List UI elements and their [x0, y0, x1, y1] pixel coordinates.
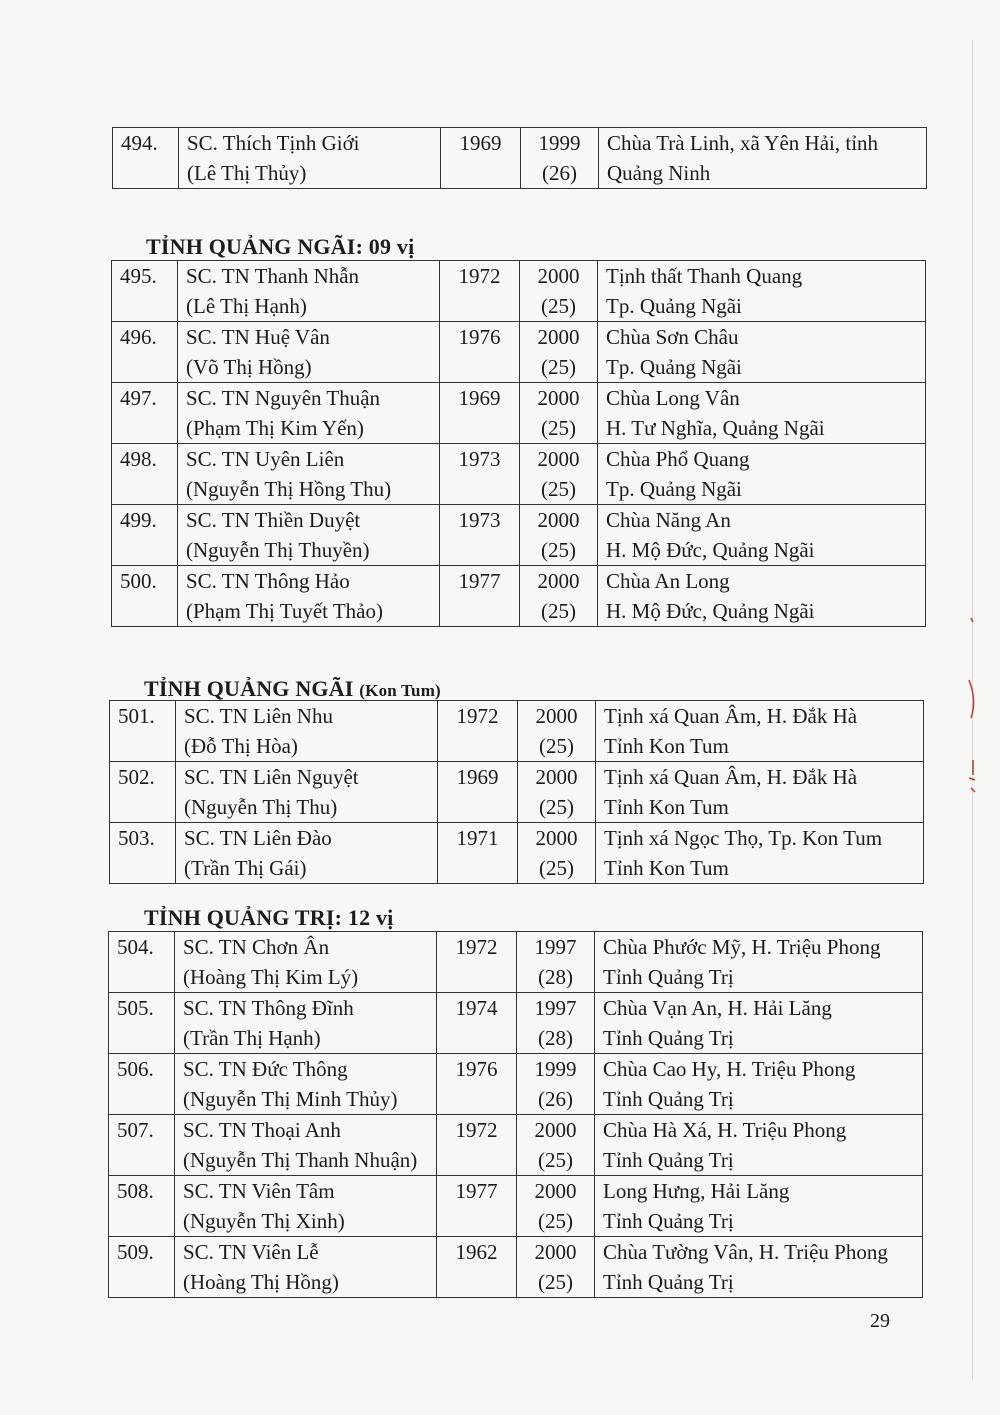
ordination-year-year: 2000 — [534, 1179, 577, 1203]
birth-year-cell — [437, 1176, 517, 1237]
name-cell — [178, 383, 440, 444]
table-row — [109, 1237, 923, 1298]
name-lay-name: (Nguyễn Thị Thuyền) — [186, 538, 370, 562]
name-cell — [178, 566, 440, 627]
address-cell — [598, 566, 926, 627]
birth-year-cell — [440, 444, 520, 505]
name-lay-name: (Lê Thị Hạnh) — [186, 294, 307, 318]
name-lay-name: (Đỗ Thị Hòa) — [184, 734, 298, 758]
name-lay-name: (Nguyễn Thị Thanh Nhuận) — [183, 1148, 418, 1172]
name-lay-name: (Võ Thị Hồng) — [186, 355, 312, 379]
records-table-quang-tri — [108, 931, 923, 1298]
name-name: SC. TN Nguyên Thuận — [186, 386, 381, 410]
name-cell — [176, 762, 438, 823]
record-number-num: 503. — [118, 826, 155, 850]
table-row — [112, 261, 926, 322]
name-cell — [178, 322, 440, 383]
ordination-year-year: 1999 — [534, 1057, 577, 1081]
name-name: SC. Thích Tịnh Giới — [187, 131, 360, 155]
name-lay-name: (Hoàng Thị Kim Lý) — [183, 965, 359, 989]
ordination-year-cell — [517, 1054, 595, 1115]
ordination-year-cell — [518, 762, 596, 823]
record-number-cell — [112, 383, 178, 444]
record-number-num: 507. — [117, 1118, 154, 1142]
table-row — [110, 823, 924, 884]
records-table-kon-tum — [109, 700, 924, 884]
name-cell — [175, 1115, 437, 1176]
ordination-year-age: (25) — [538, 1148, 573, 1172]
birth-year-birth: 1962 — [455, 1240, 498, 1264]
record-number-cell — [110, 701, 176, 762]
birth-year-cell — [441, 128, 521, 189]
record-number-cell — [109, 1054, 175, 1115]
address-addr1: Chùa Năng An — [606, 508, 731, 532]
name-name: SC. TN Viên Tâm — [183, 1179, 335, 1203]
ordination-year-cell — [520, 566, 598, 627]
records-table-continued — [112, 127, 927, 189]
record-number-cell — [109, 993, 175, 1054]
name-name: SC. TN Thanh Nhẫn — [186, 264, 360, 288]
name-lay-name: (Nguyễn Thị Hồng Thu) — [186, 477, 392, 501]
address-cell — [598, 322, 926, 383]
ordination-year-cell — [518, 701, 596, 762]
record-number-cell — [112, 505, 178, 566]
table-row — [112, 566, 926, 627]
birth-year-birth: 1971 — [456, 826, 499, 850]
birth-year-birth: 1972 — [456, 704, 499, 728]
address-addr1: Chùa Phước Mỹ, H. Triệu Phong — [603, 935, 881, 959]
table-row — [112, 444, 926, 505]
record-number-num: 496. — [120, 325, 157, 349]
address-addr2: Quảng Ninh — [607, 161, 711, 185]
address-cell — [598, 383, 926, 444]
address-addr2: H. Mộ Đức, Quảng Ngãi — [606, 538, 815, 562]
page-number: 29 — [870, 1310, 890, 1332]
birth-year-cell — [440, 505, 520, 566]
record-number-cell — [109, 932, 175, 993]
address-addr2: Tp. Quảng Ngãi — [606, 294, 742, 318]
record-number-num: 502. — [118, 765, 155, 789]
name-cell — [175, 1176, 437, 1237]
address-addr2: Tỉnh Quảng Trị — [603, 1209, 734, 1233]
table-row — [112, 322, 926, 383]
ordination-year-cell — [517, 1237, 595, 1298]
record-number-cell — [109, 1176, 175, 1237]
name-name: SC. TN Thiền Duyệt — [186, 508, 361, 532]
ordination-year-year: 2000 — [537, 325, 580, 349]
address-addr1: Tịnh xá Quan Âm, H. Đắk Hà — [604, 765, 858, 789]
address-addr1: Long Hưng, Hải Lăng — [603, 1179, 790, 1203]
record-number-cell — [112, 566, 178, 627]
ordination-year-year: 2000 — [535, 765, 578, 789]
ordination-year-year: 1997 — [534, 996, 577, 1020]
table-row — [112, 505, 926, 566]
record-number-cell — [110, 762, 176, 823]
address-addr1: Chùa Phổ Quang — [606, 447, 750, 471]
birth-year-cell — [438, 823, 518, 884]
ordination-year-cell — [518, 823, 596, 884]
ordination-year-cell — [517, 1115, 595, 1176]
address-cell — [595, 1054, 923, 1115]
ordination-year-age: (26) — [542, 161, 577, 185]
name-cell — [175, 932, 437, 993]
name-cell — [178, 444, 440, 505]
table-row — [113, 128, 927, 189]
name-lay-name: (Phạm Thị Kim Yến) — [186, 416, 364, 440]
name-cell — [176, 701, 438, 762]
address-addr2: H. Tư Nghĩa, Quảng Ngãi — [606, 416, 825, 440]
record-number-cell — [113, 128, 179, 189]
name-cell — [178, 505, 440, 566]
ordination-year-age: (25) — [541, 355, 576, 379]
ordination-year-cell — [520, 261, 598, 322]
record-number-num: 504. — [117, 935, 154, 959]
birth-year-cell — [437, 1115, 517, 1176]
record-number-num: 494. — [121, 131, 158, 155]
ordination-year-age: (25) — [541, 538, 576, 562]
ordination-year-age: (25) — [541, 416, 576, 440]
address-addr2: Tp. Quảng Ngãi — [606, 477, 742, 501]
name-name: SC. TN Liên Nguyệt — [184, 765, 359, 789]
address-cell — [598, 261, 926, 322]
name-name: SC. TN Đức Thông — [183, 1057, 348, 1081]
table-row — [109, 932, 923, 993]
ordination-year-cell — [521, 128, 599, 189]
record-number-cell — [112, 322, 178, 383]
name-cell — [175, 993, 437, 1054]
address-addr1: Tịnh xá Quan Âm, H. Đắk Hà — [604, 704, 858, 728]
name-cell — [175, 1054, 437, 1115]
records-table-quang-ngai — [111, 260, 926, 627]
ordination-year-cell — [517, 932, 595, 993]
record-number-num: 505. — [117, 996, 154, 1020]
table-row — [109, 1054, 923, 1115]
ordination-year-year: 2000 — [537, 569, 580, 593]
address-cell — [596, 701, 924, 762]
record-number-num: 500. — [120, 569, 157, 593]
section-title-quang-tri: TỈNH QUẢNG TRỊ: 12 vị — [144, 905, 394, 930]
birth-year-birth: 1974 — [455, 996, 498, 1020]
ordination-year-age: (25) — [539, 734, 574, 758]
ordination-year-cell — [520, 322, 598, 383]
record-number-num: 499. — [120, 508, 157, 532]
record-number-cell — [112, 444, 178, 505]
birth-year-cell — [438, 701, 518, 762]
ordination-year-year: 2000 — [537, 264, 580, 288]
address-cell — [599, 128, 927, 189]
ordination-year-year: 1999 — [538, 131, 581, 155]
birth-year-birth: 1976 — [458, 325, 501, 349]
birth-year-cell — [437, 1237, 517, 1298]
record-number-cell — [109, 1115, 175, 1176]
ordination-year-cell — [517, 993, 595, 1054]
address-addr1: Chùa Long Vân — [606, 386, 740, 410]
ordination-year-age: (25) — [538, 1209, 573, 1233]
address-addr2: Tỉnh Quảng Trị — [603, 965, 734, 989]
address-addr1: Chùa Tường Vân, H. Triệu Phong — [603, 1240, 888, 1264]
birth-year-cell — [440, 383, 520, 444]
binding-marks-decoration — [963, 610, 983, 810]
address-addr1: Chùa Sơn Châu — [606, 325, 739, 349]
birth-year-birth: 1973 — [458, 447, 501, 471]
ordination-year-year: 2000 — [535, 704, 578, 728]
birth-year-birth: 1969 — [456, 765, 499, 789]
name-lay-name: (Trần Thị Hạnh) — [183, 1026, 321, 1050]
name-name: SC. TN Liên Nhu — [184, 704, 333, 728]
address-addr1: Tịnh xá Ngọc Thọ, Tp. Kon Tum — [604, 826, 883, 850]
address-cell — [596, 823, 924, 884]
birth-year-cell — [437, 932, 517, 993]
name-cell — [178, 261, 440, 322]
ordination-year-age: (28) — [538, 965, 573, 989]
address-cell — [595, 932, 923, 993]
name-cell — [175, 1237, 437, 1298]
address-addr1: Chùa Vạn An, H. Hải Lăng — [603, 996, 832, 1020]
address-cell — [596, 762, 924, 823]
ordination-year-age: (26) — [538, 1087, 573, 1111]
birth-year-birth: 1969 — [458, 386, 501, 410]
ordination-year-cell — [520, 383, 598, 444]
birth-year-birth: 1977 — [458, 569, 501, 593]
address-addr1: Chùa Cao Hy, H. Triệu Phong — [603, 1057, 856, 1081]
ordination-year-age: (25) — [539, 856, 574, 880]
table-row — [109, 1115, 923, 1176]
record-number-cell — [109, 1237, 175, 1298]
address-addr1: Tịnh thất Thanh Quang — [606, 264, 803, 288]
record-number-cell — [112, 261, 178, 322]
birth-year-cell — [437, 993, 517, 1054]
name-name: SC. TN Chơn Ân — [183, 935, 330, 959]
address-addr2: Tỉnh Quảng Trị — [603, 1270, 734, 1294]
record-number-num: 501. — [118, 704, 155, 728]
address-addr2: Tỉnh Kon Tum — [604, 734, 729, 758]
record-number-num: 495. — [120, 264, 157, 288]
ordination-year-cell — [520, 444, 598, 505]
birth-year-birth: 1976 — [455, 1057, 498, 1081]
address-addr1: Chùa Trà Linh, xã Yên Hải, tỉnh — [607, 131, 879, 155]
name-name: SC. TN Uyên Liên — [186, 447, 345, 471]
ordination-year-year: 1997 — [534, 935, 577, 959]
address-addr2: Tỉnh Kon Tum — [604, 795, 729, 819]
address-addr2: Tp. Quảng Ngãi — [606, 355, 742, 379]
ordination-year-year: 2000 — [535, 826, 578, 850]
ordination-year-year: 2000 — [534, 1118, 577, 1142]
ordination-year-year: 2000 — [537, 447, 580, 471]
name-cell — [176, 823, 438, 884]
birth-year-cell — [440, 566, 520, 627]
address-cell — [595, 1176, 923, 1237]
ordination-year-cell — [517, 1176, 595, 1237]
birth-year-birth: 1973 — [458, 508, 501, 532]
address-addr1: Chùa An Long — [606, 569, 730, 593]
name-lay-name: (Trần Thị Gái) — [184, 856, 307, 880]
ordination-year-age: (25) — [538, 1270, 573, 1294]
birth-year-cell — [440, 261, 520, 322]
table-row — [109, 993, 923, 1054]
birth-year-birth: 1972 — [455, 935, 498, 959]
ordination-year-age: (28) — [538, 1026, 573, 1050]
name-name: SC. TN Thông Đĩnh — [183, 996, 354, 1020]
birth-year-birth: 1969 — [459, 131, 502, 155]
ordination-year-year: 2000 — [537, 508, 580, 532]
address-addr2: Tỉnh Quảng Trị — [603, 1087, 734, 1111]
name-lay-name: (Nguyễn Thị Minh Thủy) — [183, 1087, 398, 1111]
name-lay-name: (Nguyễn Thị Xinh) — [183, 1209, 345, 1233]
address-cell — [595, 993, 923, 1054]
ordination-year-year: 2000 — [537, 386, 580, 410]
address-addr2: Tỉnh Kon Tum — [604, 856, 729, 880]
name-lay-name: (Phạm Thị Tuyết Thảo) — [186, 599, 383, 623]
address-addr1: Chùa Hà Xá, H. Triệu Phong — [603, 1118, 847, 1142]
birth-year-birth: 1972 — [458, 264, 501, 288]
name-lay-name: (Hoàng Thị Hồng) — [183, 1270, 339, 1294]
name-name: SC. TN Thông Hảo — [186, 569, 350, 593]
ordination-year-cell — [520, 505, 598, 566]
name-name: SC. TN Thoại Anh — [183, 1118, 341, 1142]
address-addr2: Tỉnh Quảng Trị — [603, 1026, 734, 1050]
record-number-num: 497. — [120, 386, 157, 410]
name-name: SC. TN Viên Lễ — [183, 1240, 319, 1264]
birth-year-cell — [440, 322, 520, 383]
ordination-year-age: (25) — [541, 294, 576, 318]
section-title-kon-tum: TỈNH QUẢNG NGÃI (Kon Tum) — [144, 676, 441, 701]
address-cell — [598, 505, 926, 566]
table-row — [110, 701, 924, 762]
ordination-year-age: (25) — [541, 599, 576, 623]
name-lay-name: (Nguyễn Thị Thu) — [184, 795, 338, 819]
name-name: SC. TN Liên Đào — [184, 826, 332, 850]
name-lay-name: (Lê Thị Thủy) — [187, 161, 307, 185]
table-row — [112, 383, 926, 444]
birth-year-cell — [438, 762, 518, 823]
section-title-quang-ngai: TỈNH QUẢNG NGÃI: 09 vị — [146, 234, 415, 259]
address-addr2: H. Mộ Đức, Quảng Ngãi — [606, 599, 815, 623]
address-addr2: Tỉnh Quảng Trị — [603, 1148, 734, 1172]
birth-year-cell — [437, 1054, 517, 1115]
birth-year-birth: 1972 — [455, 1118, 498, 1142]
table-row — [110, 762, 924, 823]
address-cell — [595, 1237, 923, 1298]
ordination-year-age: (25) — [539, 795, 574, 819]
birth-year-birth: 1977 — [455, 1179, 498, 1203]
address-cell — [595, 1115, 923, 1176]
name-cell — [179, 128, 441, 189]
address-cell — [598, 444, 926, 505]
name-name: SC. TN Huệ Vân — [186, 325, 330, 349]
ordination-year-age: (25) — [541, 477, 576, 501]
record-number-num: 509. — [117, 1240, 154, 1264]
table-row — [109, 1176, 923, 1237]
record-number-num: 498. — [120, 447, 157, 471]
record-number-num: 506. — [117, 1057, 154, 1081]
ordination-year-year: 2000 — [534, 1240, 577, 1264]
record-number-num: 508. — [117, 1179, 154, 1203]
record-number-cell — [110, 823, 176, 884]
